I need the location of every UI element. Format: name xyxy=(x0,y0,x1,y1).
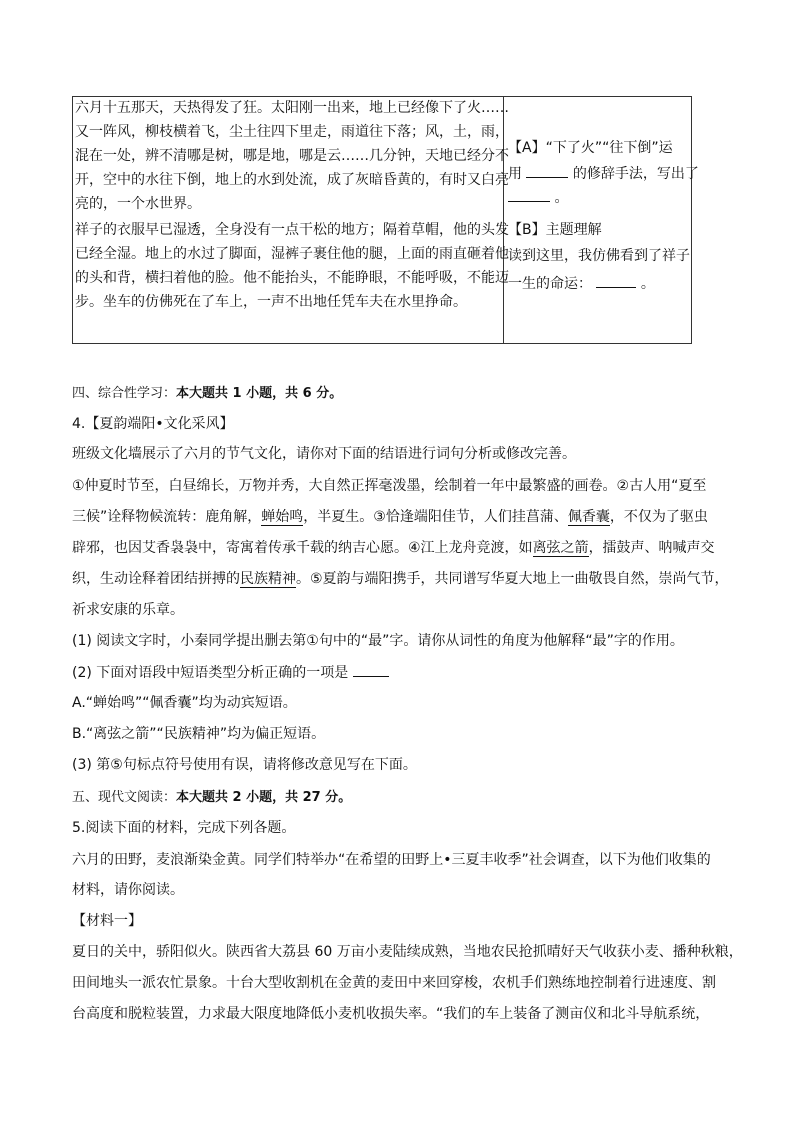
question-intro: 班级文化墙展示了六月的节气文化，请你对下面的结语进行词句分析或修改完善。 xyxy=(72,446,576,462)
option-a[interactable]: A.“蝉始鸣”“佩香囊”均为动宾短语。 xyxy=(72,695,297,711)
text: 辟邪，也因艾香袅袅中，寄寓着传承千载的纳吉心愿。④江上龙舟竞渡，如 xyxy=(72,540,533,556)
sub-question xyxy=(72,662,389,683)
paragraph-line: 六月的田野，麦浪渐染金黄。同学们特举办“在希望的田野上•三夏丰收季”社会调查，以下为他们收集的 xyxy=(72,852,711,868)
passage-line: 步。坐车的仿佛死在了车上，一声不出地任凭车夫在水里挣命。 xyxy=(75,294,467,310)
section-heading-text: 五、现代文阅读： xyxy=(72,790,177,805)
sub-question: (3) 第⑤句标点符号使用有误，请将修改意见写在下面。 xyxy=(72,757,417,773)
section-heading-bold: 本大题共 2 小题，共 27 分。 xyxy=(176,790,352,805)
question-heading: 4.【夏韵端阳•文化采风】 xyxy=(72,416,234,432)
passage-line: 开，空中的水往下倒，地上的水到处流，成了灰暗昏黄的，有时又白亮 xyxy=(75,172,509,188)
text: ，不仅为了驱虫 xyxy=(609,509,708,525)
text: 三候”诠释物候流转：鹿角解， xyxy=(72,509,262,525)
text: ，擂鼓声、呐喊声交 xyxy=(588,540,715,556)
paragraph-line: 田间地头一派农忙景象。十台大型收割机在金黄的麦田中来回穿梭，农机手们熟练地控制着行进速度、割 xyxy=(72,975,716,991)
paragraph-line xyxy=(72,569,729,589)
underlined-phrase: 蝉始鸣 xyxy=(261,509,304,525)
text: 织，生动诠释着团结拼搏的 xyxy=(72,571,240,587)
answer-blank[interactable] xyxy=(353,662,389,677)
passage-line: 祥子的衣服早已湿透，全身没有一点干松的地方；隔着草帽，他的头发 xyxy=(75,222,509,238)
underlined-phrase: 离弦之箭 xyxy=(532,540,589,556)
passage-line: 的头和背，横扫着他的脸。他不能抬头，不能睁眼，不能呼吸，不能迈 xyxy=(75,270,509,286)
passage-cell xyxy=(73,97,509,343)
text: (2) 下面对语段中短语类型分析正确的一项是 xyxy=(72,665,349,681)
annotation-text: 。 xyxy=(640,276,655,292)
passage-line: 又一阵风，柳枝横着飞，尘土往四下里走，雨道往下落；风，土，雨， xyxy=(75,124,509,140)
section-heading xyxy=(72,788,351,808)
answer-blank[interactable] xyxy=(526,163,568,178)
sub-question: (1) 阅读文字时，小秦同学提出删去第①句中的“最”字。请你从词性的角度为他解释“最”字的作用。 xyxy=(72,633,684,649)
paragraph-line xyxy=(72,538,715,558)
annotation-b-line: 读到这里，我仿佛看到了祥子 xyxy=(508,248,690,264)
section-heading-bold: 本大题共 1 小题，共 6 分。 xyxy=(176,386,343,401)
passage-line: 混在一处，辨不清哪是树，哪是地，哪是云……几分钟，天地已经分不 xyxy=(75,148,509,164)
annotation-text: 。 xyxy=(554,190,569,206)
paragraph-line xyxy=(72,507,708,527)
material-label: 【材料一】 xyxy=(72,913,142,929)
annotation-a-line xyxy=(508,187,568,207)
paragraph-line: 材料，请你阅读。 xyxy=(72,882,184,898)
reading-table xyxy=(72,96,699,344)
annotation-text: 的修辞手法，写出了 xyxy=(572,166,699,182)
annotation-text: 一生的命运： xyxy=(508,276,592,292)
annotation-b-line xyxy=(508,273,655,293)
section-heading-text: 四、综合性学习： xyxy=(72,386,177,401)
answer-blank[interactable] xyxy=(596,273,636,288)
option-b[interactable]: B.“离弦之箭”“民族精神”均为偏正短语。 xyxy=(72,726,326,742)
passage-line: 六月十五那天，天热得发了狂。太阳刚一出来，地上已经像下了火…… xyxy=(75,100,509,116)
text: ，半夏生。③恰逢端阳佳节，人们挂菖蒲、 xyxy=(303,509,568,525)
paragraph-line: ①仲夏时节至，白昼绵长，万物并秀，大自然正挥毫泼墨，绘制着一年中最繁盛的画卷。②古人用“夏至 xyxy=(72,478,707,494)
annotation-a-line xyxy=(508,163,699,183)
answer-blank[interactable] xyxy=(508,187,550,202)
passage-line: 亮的，一个水世界。 xyxy=(75,196,201,212)
paragraph-line: 台高度和脱粒装置，力求最大限度地降低小麦机收损失率。“我们的车上装备了测亩仪和北斗导航系统， xyxy=(72,1006,710,1022)
annotation-cell xyxy=(504,97,699,343)
underlined-phrase: 民族精神 xyxy=(240,571,296,587)
paragraph-line: 夏日的关中，骄阳似火。陕西省大荔县 60 万亩小麦陆续成熟，当地农民抢抓晴好天气收获小麦、播种秋粮， xyxy=(72,944,743,960)
annotation-text: 用 xyxy=(508,166,522,182)
annotation-a-label: 【A】“下了火”“往下倒”运 xyxy=(508,140,673,156)
text: 。⑤夏韵与端阳携手，共同谱写华夏大地上一曲敬畏自然，崇尚气节， xyxy=(296,571,729,587)
section-heading xyxy=(72,384,342,404)
underlined-phrase: 佩香囊 xyxy=(567,509,610,525)
question-heading: 5.阅读下面的材料，完成下列各题。 xyxy=(72,820,296,836)
annotation-b-label: 【B】主题理解 xyxy=(508,222,602,238)
passage-line: 已经全湿。地上的水过了脚面，湿裤子裹住他的腿，上面的雨直砸着他 xyxy=(75,246,509,262)
paragraph-line: 祈求安康的乐章。 xyxy=(72,602,184,618)
